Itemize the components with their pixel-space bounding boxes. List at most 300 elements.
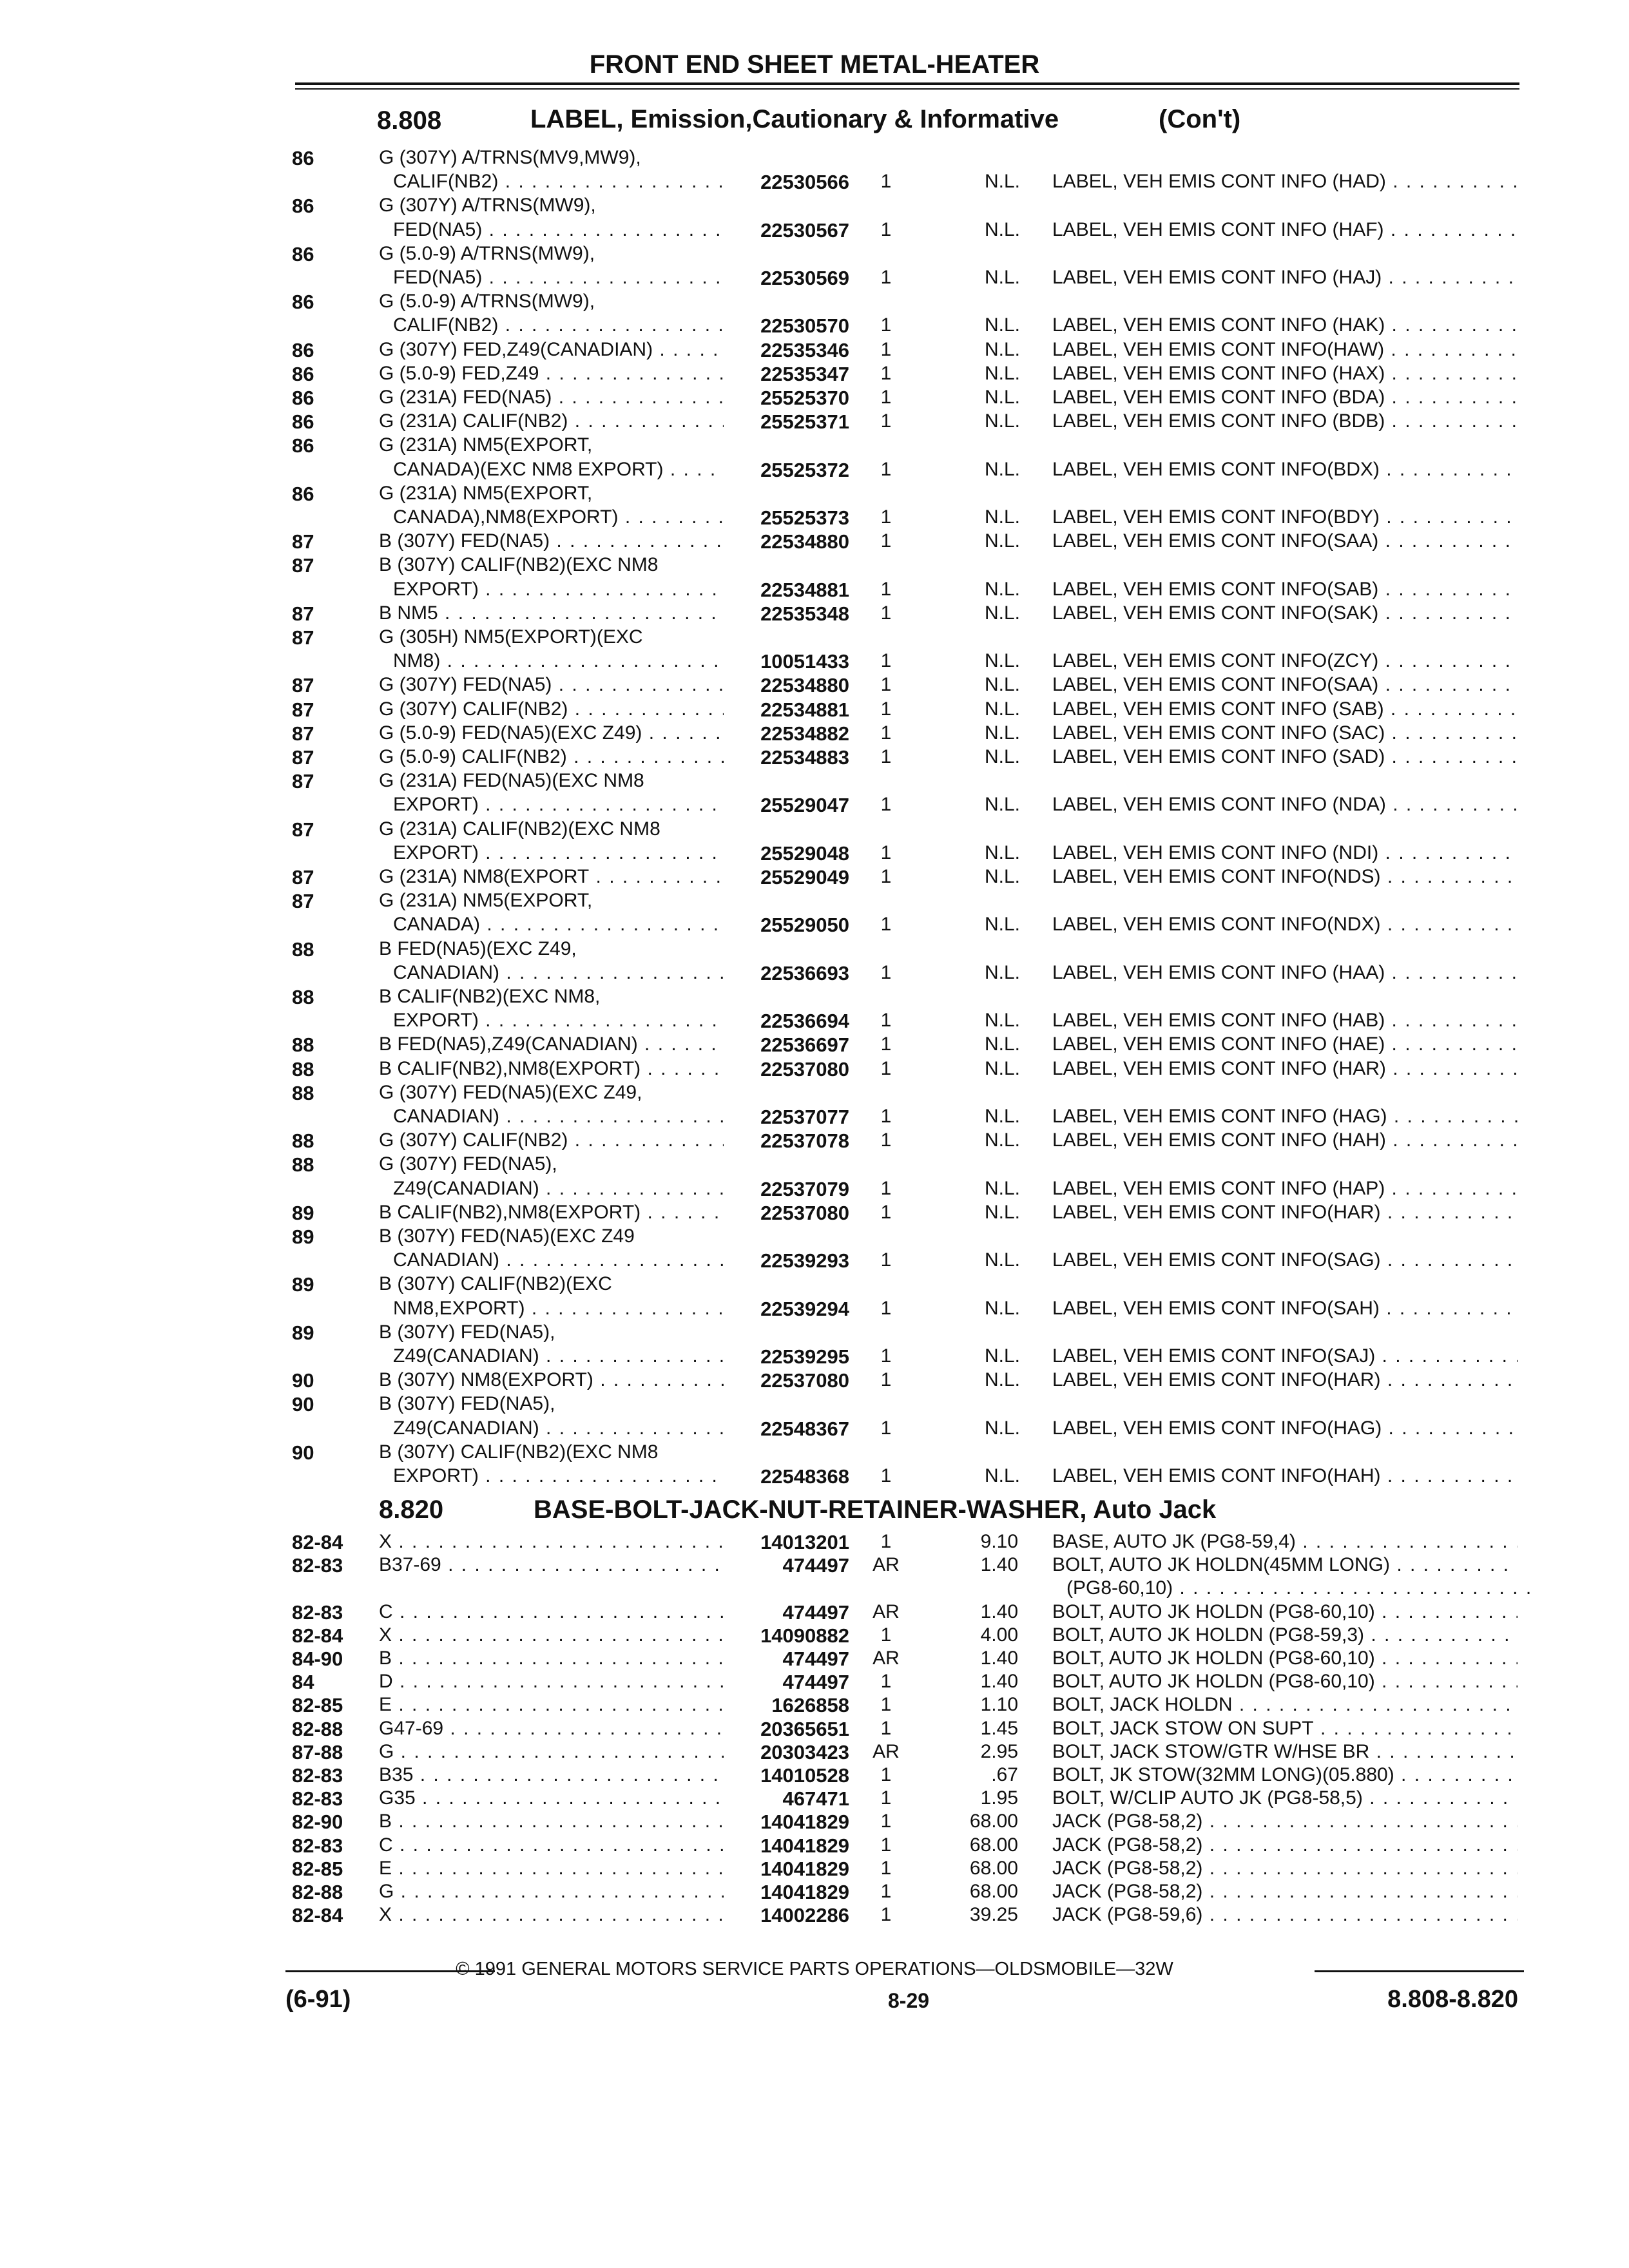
- part-number: 22530570: [760, 314, 849, 338]
- usage-description: G (231A) NM5(EXPORT,: [379, 482, 593, 504]
- part-number: 22548367: [760, 1417, 849, 1440]
- part-name: LABEL, VEH EMIS CONT INFO (HAJ) . . .: [1052, 267, 1518, 289]
- quantity: 1: [880, 362, 892, 384]
- part-name: BOLT, AUTO JK HOLDN (PG8-60,10) . . .: [1052, 1671, 1518, 1693]
- quantity: 1: [880, 1010, 892, 1032]
- section-continued: (Con't): [1159, 105, 1241, 133]
- price-indicator: N.L.: [985, 1201, 1021, 1223]
- quantity: 1: [880, 1129, 892, 1151]
- usage-description: X . . .: [379, 1624, 724, 1646]
- price-indicator: N.L.: [985, 1249, 1021, 1271]
- figure-number: 89: [292, 1225, 314, 1248]
- part-number: 22537078: [760, 1129, 849, 1153]
- quantity: 1: [880, 1201, 892, 1223]
- usage-description: CALIF(NB2) . . .: [393, 314, 724, 336]
- usage-description: G (5.0-9) A/TRNS(MW9),: [379, 242, 595, 264]
- header-rule-thin: [295, 88, 1519, 90]
- usage-description: G (307Y) A/TRNS(MW9),: [379, 195, 596, 216]
- copyright: © 1991 GENERAL MOTORS SERVICE PARTS OPERATIONS—OLDSMOBILE—32W: [456, 1959, 1173, 1979]
- price-indicator: N.L.: [985, 961, 1021, 983]
- quantity: 1: [880, 746, 892, 767]
- part-name: JACK (PG8-59,6) . . .: [1052, 1904, 1518, 1926]
- quantity: 1: [880, 171, 892, 193]
- usage-description: G (307Y) FED,Z49(CANADIAN) . . .: [379, 339, 724, 361]
- figure-number: 84-90: [292, 1648, 343, 1670]
- part-number: 467471: [782, 1787, 849, 1811]
- part-name: LABEL, VEH EMIS CONT INFO(HAG) . . .: [1052, 1418, 1518, 1439]
- part-number: 22530567: [760, 218, 849, 242]
- price-indicator: N.L.: [985, 1057, 1021, 1079]
- part-name: BOLT, AUTO JK HOLDN (PG8-60,10) . . .: [1052, 1601, 1518, 1623]
- usage-description: X . . .: [379, 1531, 724, 1553]
- usage-description: CANADIAN) . . .: [393, 1249, 724, 1271]
- figure-number: 88: [292, 1033, 314, 1057]
- price-indicator: N.L.: [985, 387, 1021, 408]
- usage-description: CANADIAN) . . .: [393, 962, 724, 984]
- part-name: LABEL, VEH EMIS CONT INFO(SAA) . . .: [1052, 674, 1518, 696]
- header-rule: [295, 82, 1519, 85]
- figure-number: 82-83: [292, 1600, 343, 1624]
- part-name: LABEL, VEH EMIS CONT INFO (NDI) . . .: [1052, 842, 1518, 864]
- part-name: BOLT, AUTO JK HOLDN(45MM LONG) . . .: [1052, 1554, 1518, 1576]
- price-indicator: 1.40: [980, 1554, 1018, 1576]
- quantity: 1: [880, 1881, 892, 1902]
- usage-description: C . . .: [379, 1601, 724, 1623]
- part-name: LABEL, VEH EMIS CONT INFO (HAX) . . .: [1052, 363, 1518, 385]
- part-name: LABEL, VEH EMIS CONT INFO(SAH) . . .: [1052, 1298, 1518, 1320]
- quantity: AR: [872, 1600, 900, 1622]
- figure-number: 86: [292, 291, 314, 314]
- price-indicator: 39.25: [969, 1904, 1018, 1926]
- quantity: 1: [880, 794, 892, 816]
- quantity: 1: [880, 1249, 892, 1271]
- figure-number: 82-90: [292, 1811, 343, 1834]
- quantity: 1: [880, 1624, 892, 1646]
- footer-rule-right: [1315, 1970, 1524, 1972]
- part-number: 22539294: [760, 1297, 849, 1320]
- quantity: 1: [880, 267, 892, 288]
- part-number: 25525372: [760, 458, 849, 481]
- price-indicator: 68.00: [969, 1857, 1018, 1879]
- figure-number: 86: [292, 362, 314, 385]
- figure-number: 88: [292, 937, 314, 961]
- quantity: 1: [880, 674, 892, 696]
- part-name: JACK (PG8-58,2) . . .: [1052, 1858, 1518, 1879]
- part-number: 22534880: [760, 674, 849, 697]
- usage-description: EXPORT) . . .: [393, 1010, 724, 1032]
- quantity: 1: [880, 458, 892, 480]
- price-indicator: 1.45: [980, 1717, 1018, 1739]
- part-number: 22534880: [760, 530, 849, 553]
- part-name: BASE, AUTO JK (PG8-59,4) . . .: [1052, 1531, 1518, 1553]
- price-indicator: 1.40: [980, 1600, 1018, 1622]
- price-indicator: N.L.: [985, 1345, 1021, 1367]
- part-name: LABEL, VEH EMIS CONT INFO(BDY) . . .: [1052, 506, 1518, 528]
- usage-description: G (305H) NM5(EXPORT)(EXC: [379, 626, 643, 648]
- part-name: BOLT, JK STOW(32MM LONG)(05.880) . . .: [1052, 1764, 1518, 1786]
- quantity: 1: [880, 841, 892, 863]
- quantity: 1: [880, 1671, 892, 1693]
- usage-description: B (307Y) NM8(EXPORT) . . .: [379, 1369, 724, 1391]
- quantity: AR: [872, 1554, 900, 1576]
- quantity: 1: [880, 506, 892, 528]
- figure-number: 86: [292, 387, 314, 409]
- figure-number: 87-88: [292, 1740, 343, 1763]
- price-indicator: N.L.: [985, 1106, 1021, 1127]
- usage-description: B (307Y) FED(NA5)(EXC Z49: [379, 1225, 635, 1247]
- usage-description: G (231A) FED(NA5)(EXC NM8: [379, 770, 644, 792]
- figure-number: 86: [292, 147, 314, 169]
- usage-description: Z49(CANADIAN) . . .: [393, 1418, 724, 1439]
- part-name: LABEL, VEH EMIS CONT INFO(SAB) . . .: [1052, 579, 1518, 601]
- price-indicator: 68.00: [969, 1834, 1018, 1856]
- usage-description: B CALIF(NB2)(EXC NM8,: [379, 986, 601, 1007]
- part-name: LABEL, VEH EMIS CONT INFO (HAH) . . .: [1052, 1129, 1518, 1151]
- usage-description: B . . .: [379, 1811, 724, 1832]
- part-number: 14041829: [760, 1834, 849, 1857]
- quantity: 1: [880, 1531, 892, 1552]
- figure-number: 87: [292, 674, 314, 697]
- part-name: (PG8-60,10) . . .: [1066, 1577, 1532, 1599]
- part-number: 25529050: [760, 914, 849, 937]
- quantity: 1: [880, 866, 892, 887]
- price-indicator: N.L.: [985, 410, 1021, 432]
- price-indicator: N.L.: [985, 866, 1021, 887]
- part-name: LABEL, VEH EMIS CONT INFO(NDS) . . .: [1052, 866, 1518, 888]
- figure-number: 82-83: [292, 1554, 343, 1577]
- part-name: LABEL, VEH EMIS CONT INFO(NDX) . . .: [1052, 914, 1518, 936]
- quantity: 1: [880, 1057, 892, 1079]
- part-number: 1626858: [771, 1694, 849, 1717]
- part-number: 22530569: [760, 267, 849, 289]
- part-number: 22537080: [760, 1057, 849, 1081]
- part-number: 22539295: [760, 1345, 849, 1368]
- usage-description: CALIF(NB2) . . .: [393, 171, 724, 193]
- price-indicator: N.L.: [985, 338, 1021, 360]
- usage-description: D . . .: [379, 1671, 724, 1693]
- part-name: LABEL, VEH EMIS CONT INFO (HAP) . . .: [1052, 1178, 1518, 1200]
- part-name: BOLT, AUTO JK HOLDN (PG8-59,3) . . .: [1052, 1624, 1518, 1646]
- figure-number: 82-83: [292, 1834, 343, 1857]
- quantity: 1: [880, 722, 892, 744]
- price-indicator: N.L.: [985, 794, 1021, 816]
- quantity: 1: [880, 1345, 892, 1367]
- part-name: LABEL, VEH EMIS CONT INFO (HAK) . . .: [1052, 314, 1518, 336]
- quantity: 1: [880, 1297, 892, 1319]
- part-number: 22534881: [760, 698, 849, 721]
- usage-description: G (5.0-9) FED(NA5)(EXC Z49) . . .: [379, 722, 724, 744]
- part-name: BOLT, JACK HOLDN . . .: [1052, 1694, 1518, 1716]
- quantity: 1: [880, 338, 892, 360]
- figure-number: 86: [292, 482, 314, 505]
- part-number: 474497: [782, 1671, 849, 1694]
- part-name: LABEL, VEH EMIS CONT INFO(HAW) . . .: [1052, 339, 1518, 361]
- part-name: LABEL, VEH EMIS CONT INFO (HAG) . . .: [1052, 1106, 1518, 1128]
- part-name: BOLT, W/CLIP AUTO JK (PG8-58,5) . . .: [1052, 1787, 1518, 1809]
- part-name: LABEL, VEH EMIS CONT INFO (HAB) . . .: [1052, 1010, 1518, 1032]
- part-number: 22535348: [760, 602, 849, 625]
- figure-number: 87: [292, 554, 314, 577]
- part-number: 22539293: [760, 1249, 849, 1273]
- figure-number: 87: [292, 746, 314, 769]
- quantity: 1: [880, 1764, 892, 1785]
- price-indicator: N.L.: [985, 171, 1021, 193]
- part-number: 20303423: [760, 1740, 849, 1763]
- usage-description: B CALIF(NB2),NM8(EXPORT) . . .: [379, 1202, 724, 1224]
- usage-description: C . . .: [379, 1834, 724, 1856]
- part-number: 25525370: [760, 387, 849, 409]
- usage-description: B . . .: [379, 1648, 724, 1669]
- section-number: 8.808: [377, 106, 442, 135]
- price-indicator: N.L.: [985, 602, 1021, 624]
- quantity: 1: [880, 1369, 892, 1391]
- part-name: LABEL, VEH EMIS CONT INFO (HAF) . . .: [1052, 219, 1518, 241]
- price-indicator: N.L.: [985, 698, 1021, 720]
- part-name: LABEL, VEH EMIS CONT INFO(SAG) . . .: [1052, 1249, 1518, 1271]
- figure-number: 87: [292, 722, 314, 745]
- section-title: BASE-BOLT-JACK-NUT-RETAINER-WASHER, Auto Jack: [534, 1495, 1217, 1524]
- quantity: 1: [880, 1033, 892, 1055]
- part-number: 474497: [782, 1600, 849, 1624]
- figure-number: 88: [292, 1129, 314, 1153]
- usage-description: Z49(CANADIAN) . . .: [393, 1178, 724, 1200]
- quantity: 1: [880, 1417, 892, 1439]
- figure-number: 88: [292, 1153, 314, 1177]
- figure-number: 87: [292, 866, 314, 889]
- usage-description: G (307Y) CALIF(NB2) . . .: [379, 1129, 724, 1151]
- part-number: 25529049: [760, 866, 849, 889]
- price-indicator: .67: [991, 1764, 1018, 1785]
- part-name: LABEL, VEH EMIS CONT INFO (BDA) . . .: [1052, 387, 1518, 408]
- part-number: 22534883: [760, 746, 849, 769]
- usage-description: NM8,EXPORT) . . .: [393, 1298, 724, 1320]
- part-number: 22534882: [760, 722, 849, 745]
- part-number: 22537080: [760, 1369, 849, 1392]
- part-number: 14041829: [760, 1857, 849, 1880]
- price-indicator: 1.95: [980, 1787, 1018, 1809]
- part-name: JACK (PG8-58,2) . . .: [1052, 1834, 1518, 1856]
- part-name: LABEL, VEH EMIS CONT INFO(HAH) . . .: [1052, 1465, 1518, 1487]
- part-name: LABEL, VEH EMIS CONT INFO(SAK) . . .: [1052, 602, 1518, 624]
- usage-description: B FED(NA5),Z49(CANADIAN) . . .: [379, 1033, 724, 1055]
- price-indicator: 68.00: [969, 1881, 1018, 1902]
- part-number: 25529048: [760, 841, 849, 865]
- figure-number: 86: [292, 338, 314, 361]
- figure-number: 82-84: [292, 1531, 343, 1553]
- page-number: 8-29: [888, 1989, 930, 2012]
- price-indicator: N.L.: [985, 362, 1021, 384]
- figure-number: 86: [292, 195, 314, 218]
- figure-number: 90: [292, 1393, 314, 1416]
- price-indicator: 2.95: [980, 1740, 1018, 1762]
- part-number: 14013201: [760, 1531, 849, 1553]
- figure-number: 89: [292, 1201, 314, 1224]
- figure-number: 88: [292, 1057, 314, 1081]
- section-title: LABEL, Emission,Cautionary & Informative: [530, 105, 1059, 133]
- part-name: JACK (PG8-58,2) . . .: [1052, 1881, 1518, 1903]
- part-number: 22536697: [760, 1033, 849, 1057]
- figure-number: 86: [292, 242, 314, 265]
- part-name: BOLT, AUTO JK HOLDN (PG8-60,10) . . .: [1052, 1648, 1518, 1669]
- price-indicator: N.L.: [985, 506, 1021, 528]
- part-number: 14010528: [760, 1764, 849, 1787]
- price-indicator: N.L.: [985, 530, 1021, 552]
- usage-description: G35 . . .: [379, 1787, 724, 1809]
- part-number: 22530566: [760, 171, 849, 194]
- part-name: LABEL, VEH EMIS CONT INFO(SAA) . . .: [1052, 530, 1518, 552]
- quantity: 1: [880, 1106, 892, 1127]
- quantity: 1: [880, 650, 892, 672]
- figure-number: 87: [292, 626, 314, 649]
- figure-number: 88: [292, 1081, 314, 1104]
- quantity: AR: [872, 1648, 900, 1669]
- part-number: 14041829: [760, 1811, 849, 1834]
- quantity: 1: [880, 698, 892, 720]
- part-number: 14002286: [760, 1904, 849, 1927]
- price-indicator: N.L.: [985, 314, 1021, 336]
- figure-number: 87: [292, 602, 314, 625]
- usage-description: G . . .: [379, 1741, 724, 1763]
- price-indicator: N.L.: [985, 578, 1021, 600]
- usage-description: G (231A) NM5(EXPORT,: [379, 434, 593, 456]
- usage-description: E . . .: [379, 1694, 724, 1716]
- usage-description: CANADIAN) . . .: [393, 1106, 724, 1128]
- usage-description: EXPORT) . . .: [393, 1465, 724, 1487]
- part-number: 22535346: [760, 338, 849, 361]
- figure-number: 82-85: [292, 1857, 343, 1880]
- figure-number: 84: [292, 1671, 314, 1694]
- usage-description: G (231A) CALIF(NB2)(EXC NM8: [379, 818, 660, 840]
- section-range: 8.808-8.820: [1387, 1986, 1518, 2013]
- usage-description: FED(NA5) . . .: [393, 219, 724, 241]
- part-number: 20365651: [760, 1717, 849, 1740]
- part-number: 22536694: [760, 1010, 849, 1033]
- part-number: 22537077: [760, 1106, 849, 1128]
- part-name: JACK (PG8-58,2) . . .: [1052, 1811, 1518, 1832]
- part-number: 25525371: [760, 410, 849, 434]
- price-indicator: N.L.: [985, 1465, 1021, 1486]
- quantity: 1: [880, 530, 892, 552]
- figure-number: 89: [292, 1321, 314, 1344]
- part-name: LABEL, VEH EMIS CONT INFO (SAD) . . .: [1052, 746, 1518, 768]
- part-number: 22548368: [760, 1465, 849, 1488]
- price-indicator: N.L.: [985, 841, 1021, 863]
- part-name: LABEL, VEH EMIS CONT INFO(SAJ) . . .: [1052, 1345, 1518, 1367]
- usage-description: B37-69 . . .: [379, 1554, 724, 1576]
- price-indicator: 4.00: [980, 1624, 1018, 1646]
- figure-number: 82-88: [292, 1881, 343, 1903]
- price-indicator: N.L.: [985, 1417, 1021, 1439]
- price-indicator: N.L.: [985, 218, 1021, 240]
- part-name: LABEL, VEH EMIS CONT INFO(BDX) . . .: [1052, 459, 1518, 481]
- usage-description: G (231A) NM5(EXPORT,: [379, 890, 593, 912]
- quantity: AR: [872, 1740, 900, 1762]
- usage-description: B (307Y) CALIF(NB2)(EXC NM8: [379, 1441, 659, 1463]
- price-indicator: N.L.: [985, 1033, 1021, 1055]
- price-indicator: N.L.: [985, 650, 1021, 672]
- part-name: LABEL, VEH EMIS CONT INFO (HAR) . . .: [1052, 1058, 1518, 1080]
- price-indicator: N.L.: [985, 746, 1021, 767]
- part-number: 22536693: [760, 961, 849, 985]
- part-number: 22535347: [760, 362, 849, 385]
- part-number: 474497: [782, 1648, 849, 1670]
- part-number: 14090882: [760, 1624, 849, 1647]
- usage-description: E . . .: [379, 1858, 724, 1879]
- part-name: BOLT, JACK STOW ON SUPT . . .: [1052, 1718, 1518, 1740]
- quantity: 1: [880, 1694, 892, 1716]
- figure-number: 82-83: [292, 1787, 343, 1811]
- quantity: 1: [880, 410, 892, 432]
- footer-date: (6-91): [285, 1986, 351, 2013]
- usage-description: G47-69 . . .: [379, 1718, 724, 1740]
- figure-number: 82-83: [292, 1764, 343, 1787]
- quantity: 1: [880, 602, 892, 624]
- usage-description: G (307Y) FED(NA5)(EXC Z49,: [379, 1081, 642, 1103]
- quantity: 1: [880, 1857, 892, 1879]
- price-indicator: N.L.: [985, 1369, 1021, 1391]
- part-number: 25529047: [760, 794, 849, 817]
- usage-description: B FED(NA5)(EXC Z49,: [379, 937, 577, 959]
- part-number: 474497: [782, 1554, 849, 1577]
- price-indicator: N.L.: [985, 1010, 1021, 1032]
- figure-number: 87: [292, 890, 314, 913]
- usage-description: B (307Y) CALIF(NB2)(EXC NM8: [379, 554, 659, 576]
- figure-number: 88: [292, 986, 314, 1008]
- price-indicator: 1.40: [980, 1671, 1018, 1693]
- usage-description: CANADA),NM8(EXPORT) . . .: [393, 506, 724, 528]
- usage-description: G (5.0-9) A/TRNS(MW9),: [379, 291, 595, 312]
- figure-number: 82-85: [292, 1694, 343, 1717]
- part-name: LABEL, VEH EMIS CONT INFO (SAC) . . .: [1052, 722, 1518, 744]
- part-name: LABEL, VEH EMIS CONT INFO (HAD) . . .: [1052, 171, 1518, 193]
- quantity: 1: [880, 1904, 892, 1926]
- usage-description: G (231A) NM8(EXPORT . . .: [379, 866, 724, 888]
- figure-number: 89: [292, 1273, 314, 1296]
- quantity: 1: [880, 1834, 892, 1856]
- usage-description: CANADA) . . .: [393, 914, 724, 936]
- usage-description: G (307Y) CALIF(NB2) . . .: [379, 698, 724, 720]
- usage-description: FED(NA5) . . .: [393, 267, 724, 289]
- quantity: 1: [880, 1465, 892, 1486]
- quantity: 1: [880, 578, 892, 600]
- price-indicator: N.L.: [985, 1297, 1021, 1319]
- quantity: 1: [880, 1177, 892, 1199]
- part-name: LABEL, VEH EMIS CONT INFO(HAR) . . .: [1052, 1369, 1518, 1391]
- part-name: BOLT, JACK STOW/GTR W/HSE BR . . .: [1052, 1741, 1518, 1763]
- usage-description: B CALIF(NB2),NM8(EXPORT) . . .: [379, 1058, 724, 1080]
- usage-description: B35 . . .: [379, 1764, 724, 1786]
- usage-description: G (231A) FED(NA5) . . .: [379, 387, 724, 408]
- part-name: LABEL, VEH EMIS CONT INFO(HAR) . . .: [1052, 1202, 1518, 1224]
- usage-description: G (5.0-9) FED,Z49 . . .: [379, 363, 724, 385]
- usage-description: EXPORT) . . .: [393, 842, 724, 864]
- usage-description: G (307Y) A/TRNS(MV9,MW9),: [379, 147, 641, 168]
- price-indicator: N.L.: [985, 1129, 1021, 1151]
- quantity: 1: [880, 1787, 892, 1809]
- figure-number: 86: [292, 410, 314, 434]
- usage-description: G (307Y) FED(NA5),: [379, 1153, 557, 1175]
- part-number: 25525373: [760, 506, 849, 529]
- figure-number: 87: [292, 698, 314, 721]
- page-title: FRONT END SHEET METAL-HEATER: [589, 50, 1040, 79]
- usage-description: EXPORT) . . .: [393, 579, 724, 601]
- figure-number: 87: [292, 770, 314, 793]
- figure-number: 90: [292, 1441, 314, 1464]
- price-indicator: N.L.: [985, 914, 1021, 936]
- quantity: 1: [880, 387, 892, 408]
- figure-number: 86: [292, 434, 314, 457]
- price-indicator: 68.00: [969, 1811, 1018, 1832]
